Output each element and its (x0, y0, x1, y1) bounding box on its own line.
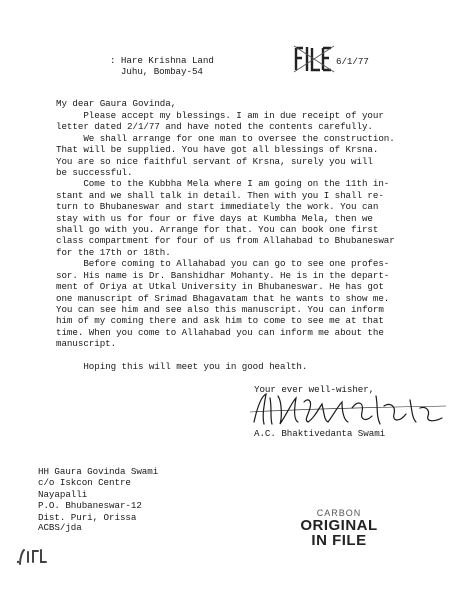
body-line: one manuscript of Srimad Bhagavatam that he wants to show me. (56, 292, 390, 304)
body-line: You can see him and see also this manuscript. You can inform (56, 303, 384, 315)
signer-name: A.C. Bhaktivedanta Swami (254, 428, 386, 439)
recipient-line: c/o Iskcon Centre (38, 477, 131, 489)
body-line: stant and we shall talk in detail. Then with you I shall re- (56, 189, 384, 201)
recipient-line: Dist. Puri, Orissa (38, 511, 137, 523)
reference-initials: ACBS/jda (38, 522, 82, 533)
body-line: That will be supplied. You have got all blessings of Krsna. (56, 144, 379, 156)
salutation: My dear Gaura Govinda, (56, 98, 177, 109)
letter-date: 6/1/77 (336, 56, 369, 67)
body-line: manuscript. (56, 338, 117, 350)
complimentary-close: Your ever well-wisher, (254, 384, 375, 395)
carbon-original-stamp (294, 508, 384, 548)
address-line: : Hare Krishna Land (110, 55, 214, 66)
sender-address (110, 55, 214, 78)
body-line: ment of Oriya at Utkal University in Bhubaneswar. He has got (56, 281, 384, 293)
file-stamp-mark (292, 44, 336, 74)
letter-body (56, 110, 395, 372)
carbon-stamp-line: CARBON (316, 508, 362, 518)
recipient-line: Nayapalli (38, 488, 88, 500)
body-line: letter dated 2/1/77 and have noted the contents carefully. (56, 121, 373, 133)
body-line: turn to Bhubaneswar and start immediately the work. You can (56, 201, 379, 213)
body-line: Before coming to Allahabad you can go to see one profes- (56, 258, 390, 270)
body-line: Please accept my blessings. I am in due receipt of your (56, 110, 384, 121)
body-line: shall go with you. Arrange for that. You can book one first (56, 224, 379, 236)
address-line: Juhu, Bombay-54 (110, 66, 203, 78)
body-line: him of my coming there and ask him to come to see me at that (56, 315, 384, 327)
faded-file-mark (16, 546, 48, 566)
body-line: Come to the Kubbha Mela where I am going on the 11th in- (56, 178, 390, 190)
body-line: Hoping this will meet you in good health. (56, 360, 308, 372)
body-line: We shall arrange for one man to oversee the construction. (56, 132, 395, 144)
body-line: stay with us for four or five days at Kumbha Mela, then we (56, 212, 373, 224)
body-line: time. When you come to Allahabad you can inform me about the (56, 326, 384, 338)
recipient-line: HH Gaura Govinda Swami (38, 466, 159, 477)
handwritten-signature (248, 392, 448, 428)
body-line: be successful. (56, 167, 133, 179)
body-line: for the 17th or 18th. (56, 246, 171, 258)
body-line: sor. His name is Dr. Banshidhar Mohanty. He is in the depart- (56, 269, 390, 281)
recipient-address (38, 466, 158, 523)
body-line: class compartment for four of us from Allahabad to Bhubaneswar (56, 235, 395, 247)
carbon-stamp-line: IN FILE (311, 532, 367, 549)
body-line: You are so nice faithful servant of Krsna, surely you will (56, 155, 373, 167)
recipient-line: P.O. Bhubaneswar-12 (38, 500, 142, 512)
carbon-stamp-line: ORIGINAL (300, 517, 378, 534)
